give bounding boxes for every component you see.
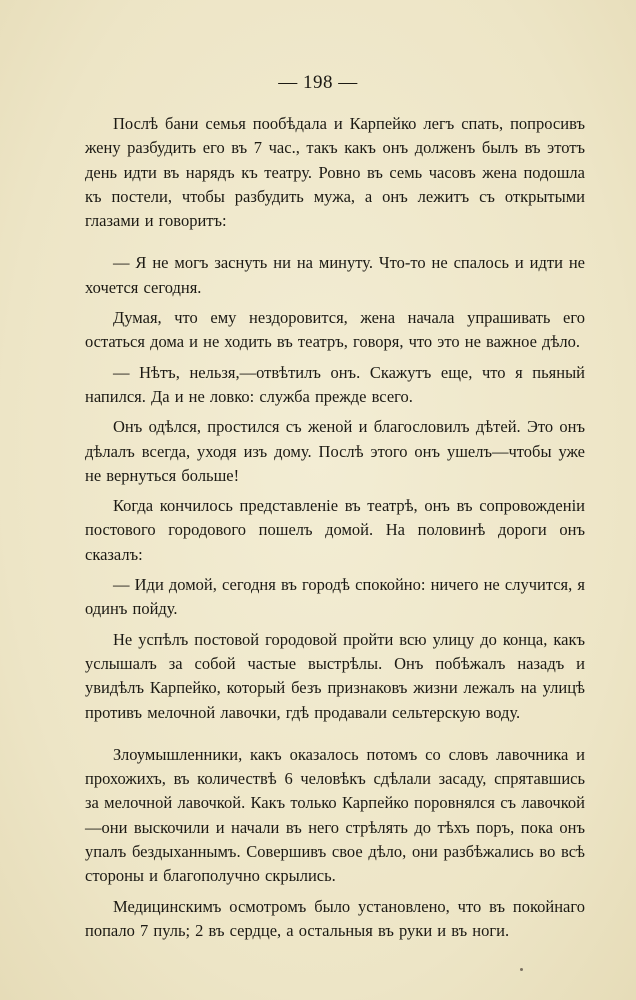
paper-speck [520, 968, 523, 971]
paragraph: Думая, что ему нездоровится, жена начала упрашивать его остаться дома и не ходить въ театръ, говоря, что это не важное дѣло. [85, 308, 585, 352]
page-body [85, 112, 585, 943]
paragraph: Онъ одѣлся, простился съ женой и благословилъ дѣтей. Это онъ дѣлалъ всегда, уходя изъ дому. Послѣ этого онъ ушелъ—чтобы уже не вернуться больше! [85, 417, 585, 485]
paragraph: Не успѣлъ постовой городовой пройти всю улицу до конца, какъ услышалъ за собой частые выстрѣлы. Онъ побѣжалъ назадъ и увидѣлъ Карпейко, который безъ признаковъ жизни лежалъ на улицѣ противъ мелочной лавочки, гдѣ продавали сельтерскую воду. [85, 629, 585, 722]
paragraph: Когда кончилось представленіе въ театрѣ, онъ въ сопровожденіи постового городового пошелъ домой. На половинѣ дороги онъ сказалъ: [85, 496, 585, 564]
paragraph: — Иди домой, сегодня въ городѣ спокойно: ничего не случится, я одинъ пойду. [85, 575, 585, 619]
paragraph: — Я не могъ заснуть ни на минуту. Что-то не спалось и идти не хочется сегодня. [85, 253, 585, 297]
paragraph: — Нѣтъ, нельзя,—отвѣтилъ онъ. Скажутъ еще, что я пьяный напился. Да и не ловко: служба прежде всего. [85, 362, 585, 406]
paragraph: Злоумышленники, какъ оказалось потомъ со словъ лавочника и прохожихъ, въ количествѣ 6 человѣкъ сдѣлали засаду, спрятавшись за мелочной лавочкой. Какъ только Карпейко поровнялся съ лавочкой—они выскочили и начали въ него стрѣлять до тѣхъ поръ, пока онъ упалъ бездыханнымъ. Совершивъ свое дѣло, они разбѣжались во всѣ стороны и благополучно скрылись. [85, 744, 585, 886]
paragraph: Медицинскимъ осмотромъ было установлено, что въ покойнаго попало 7 пуль; 2 въ сердце, а остальныя въ руки и въ ноги. [85, 896, 585, 940]
page-number: — 198 — [278, 72, 358, 93]
paragraph: Послѣ бани семья пообѣдала и Карпейко легъ спать, попросивъ жену разбудить его въ 7 час., такъ какъ онъ долженъ былъ въ этотъ день идти въ нарядъ къ театру. Ровно въ семь часовъ жена подошла къ постели, чтобы разбудить мужа, а онъ лежитъ съ открытыми глазами и говоритъ: [85, 114, 585, 231]
